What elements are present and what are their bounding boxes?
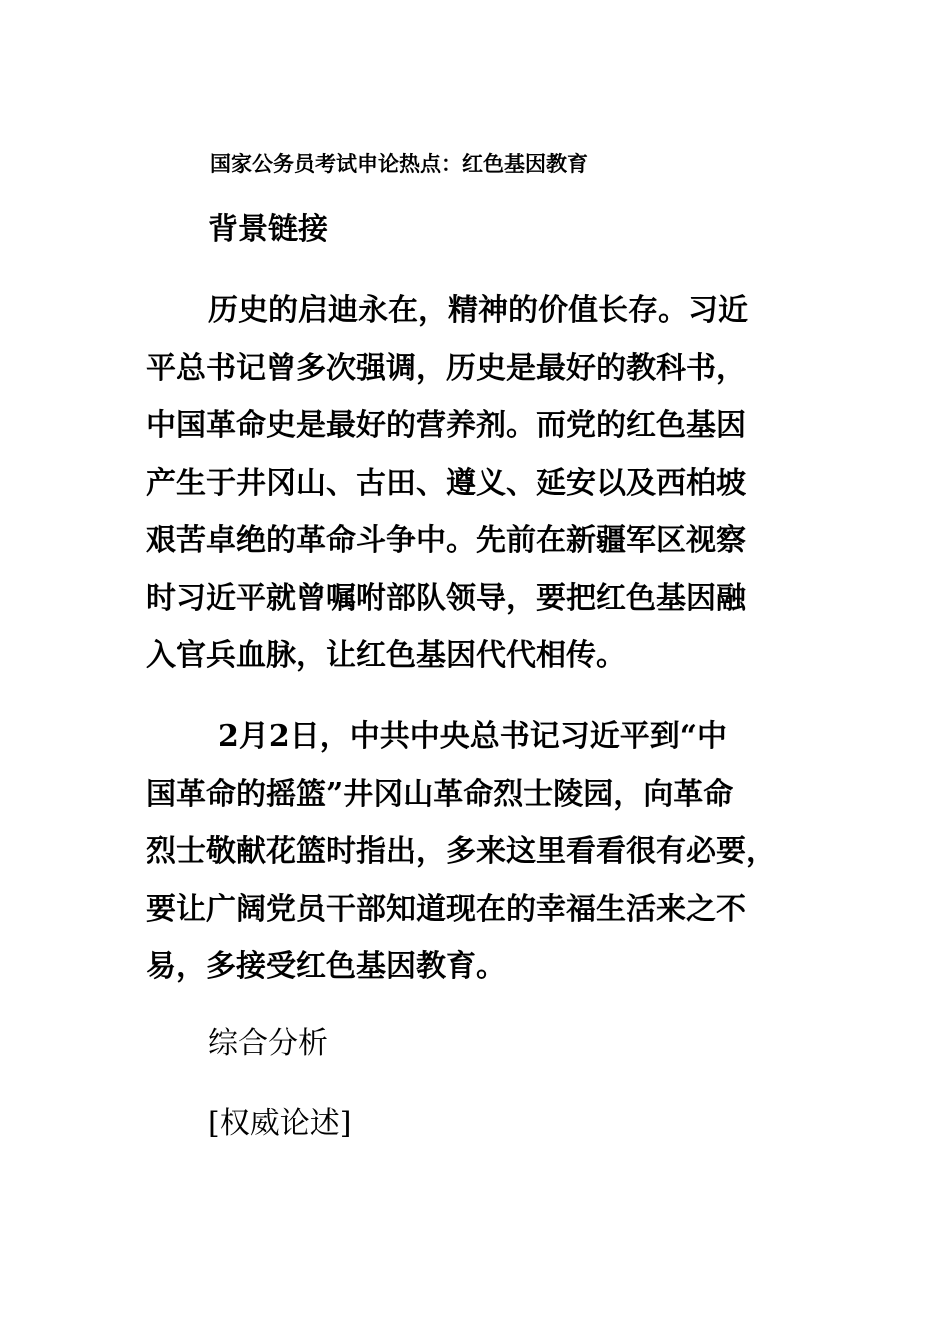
paragraph-line: 入官兵血脉，让红色基因代代相传。 (146, 638, 626, 673)
paragraph-line: 时习近平就曾嘱咐部队领导，要把红色基因融 (146, 580, 746, 616)
paragraph-line: 易，多接受红色基因教育。 (146, 949, 506, 984)
section-heading-authority: [权威论述] (208, 1106, 352, 1141)
paragraph-line: 艰苦卓绝的革命斗争中。先前在新疆军区视察 (146, 523, 746, 558)
section-heading-background: 背景链接 (208, 212, 328, 247)
paragraph-line: 国革命的摇篮”井冈山革命烈士陵园，向革命 (146, 776, 734, 812)
paragraph-event (146, 708, 796, 996)
paragraph-line: 产生于井冈山、古田、遵义、延安以及西柏坡 (146, 465, 746, 501)
paragraph-line: 历史的启迪永在，精神的价值长存。习近 (208, 293, 748, 328)
paragraph-line: 中国革命史是最好的营养剂。而党的红色基因 (146, 408, 746, 443)
paragraph-line: 2月2日，中共中央总书记习近平到“中 (218, 719, 728, 754)
paragraph-background (146, 282, 796, 685)
paragraph-line: 烈士敬献花篮时指出，多来这里看看很有必要， (146, 834, 776, 869)
document-title: 国家公务员考试申论热点：红色基因教育 (210, 151, 588, 176)
paragraph-line: 要让广阔党员干部知道现在的幸福生活来之不 (146, 891, 746, 927)
section-heading-analysis: 综合分析 (208, 1026, 328, 1061)
paragraph-line: 平总书记曾多次强调，历史是最好的教科书， (146, 350, 746, 386)
